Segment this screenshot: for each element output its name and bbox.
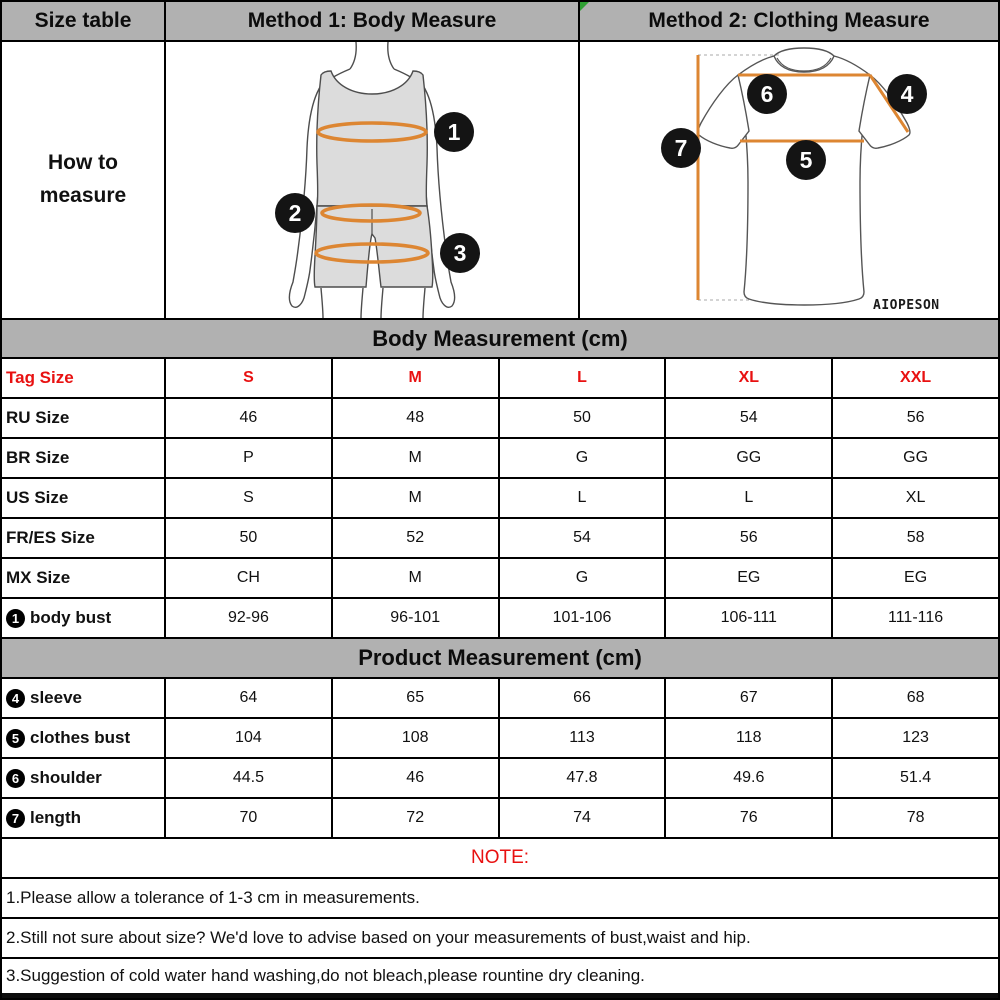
svg-text:1: 1 — [447, 119, 461, 145]
marker-4-sleeve — [887, 74, 927, 114]
body-measure-illustration — [166, 42, 580, 318]
table-row-fres-size: FR/ES Size 50 52 54 56 58 — [2, 519, 998, 559]
table-row-br-size: BR Size P M G GG GG — [2, 439, 998, 479]
marker-2-waist — [275, 193, 315, 233]
col-s: S — [166, 359, 333, 397]
note-item-3: 3.Suggestion of cold water hand washing,do not bleach,please rountine dry cleaning. — [2, 959, 998, 993]
circled-4-icon: 4 — [6, 689, 25, 708]
table-row-mx-size: MX Size CH M G EG EG — [2, 559, 998, 599]
method2-header-label: Method 2: Clothing Measure — [648, 9, 930, 32]
svg-text:6: 6 — [760, 81, 774, 107]
table-row-shoulder: 6 shoulder 44.5 46 47.8 49.6 51.4 — [2, 759, 998, 799]
top-header-row — [2, 2, 998, 42]
product-measurement-band: Product Measurement (cm) — [2, 639, 998, 679]
marker-6-shoulder — [747, 74, 787, 114]
tshirt-drawing — [580, 42, 996, 318]
col-l: L — [500, 359, 667, 397]
bottom-black-bar — [2, 993, 998, 1000]
marker-3-hip — [440, 233, 480, 273]
svg-text:4: 4 — [900, 81, 914, 107]
table-row-body-bust: 1 body bust 92-96 96-101 101-106 106-111 111-116 — [2, 599, 998, 639]
brand-label: AIOPESON — [873, 298, 940, 313]
body-figure-drawing — [166, 42, 578, 318]
circled-7-icon: 7 — [6, 809, 25, 828]
table-row-clothes-bust: 5 clothes bust 104 108 113 118 123 — [2, 719, 998, 759]
circled-1-icon: 1 — [6, 609, 25, 628]
note-item-1: 1.Please allow a tolerance of 1-3 cm in measurements. — [2, 879, 998, 919]
svg-text:2: 2 — [288, 200, 302, 226]
marker-5-clothes-bust — [786, 140, 826, 180]
circled-6-icon: 6 — [6, 769, 25, 788]
col-m: M — [333, 359, 500, 397]
note-item-2: 2.Still not sure about size? We'd love to advise based on your measurements of bust,waist and hip. — [2, 919, 998, 959]
note-heading: NOTE: — [2, 839, 998, 879]
col-xxl: XXL — [900, 369, 932, 386]
method2-header — [580, 2, 998, 40]
illustration-row — [2, 42, 998, 320]
circled-5-icon: 5 — [6, 729, 25, 748]
table-row-us-size: US Size S M L L XL — [2, 479, 998, 519]
how-to-measure-cell — [2, 42, 166, 318]
size-columns-row — [2, 359, 998, 399]
body-measurement-band: Body Measurement (cm) — [2, 320, 998, 359]
table-row-sleeve: 4 sleeve 64 65 66 67 68 — [2, 679, 998, 719]
marker-7-length — [661, 128, 701, 168]
table-row-length: 7 length 70 72 74 76 78 — [2, 799, 998, 839]
svg-text:3: 3 — [453, 240, 467, 266]
size-table-header: Size table — [2, 2, 166, 40]
green-corner-marker-icon — [580, 2, 589, 11]
marker-1-bust — [434, 112, 474, 152]
method1-header: Method 1: Body Measure — [166, 2, 580, 40]
col-xl: XL — [666, 359, 833, 397]
svg-text:5: 5 — [799, 147, 813, 173]
tag-size-header: Tag Size — [2, 359, 166, 397]
svg-text:7: 7 — [674, 135, 688, 161]
clothing-measure-illustration — [580, 42, 998, 318]
table-row-ru-size: RU Size 46 48 50 54 56 — [2, 399, 998, 439]
how-to-measure-label: How to measure — [39, 151, 127, 207]
